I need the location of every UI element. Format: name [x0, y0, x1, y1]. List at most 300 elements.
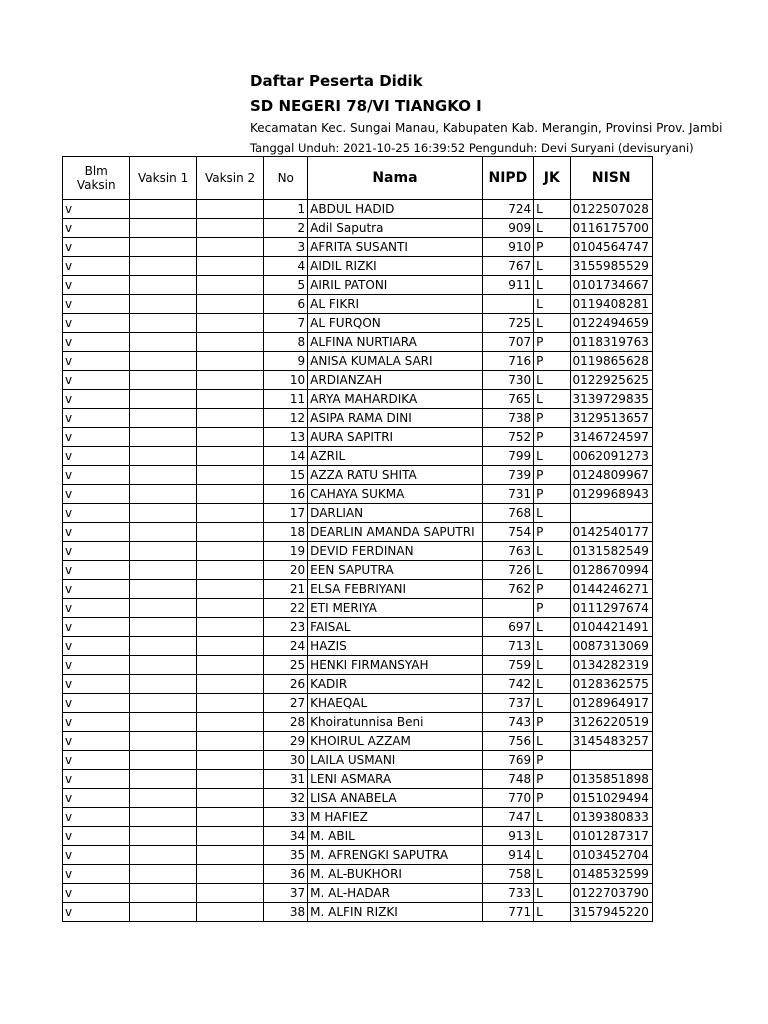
- cell-no: 11: [264, 390, 308, 409]
- cell-vaksin1: [130, 333, 196, 352]
- table-row: [63, 865, 653, 884]
- table-row: [63, 257, 653, 276]
- cell-nama: AFRITA SUSANTI: [308, 238, 483, 257]
- cell-vaksin2: [196, 523, 263, 542]
- table-row: [63, 409, 653, 428]
- cell-nama: HENKI FIRMANSYAH: [308, 656, 483, 675]
- cell-vaksin1: [130, 770, 196, 789]
- cell-nama: ARYA MAHARDIKA: [308, 390, 483, 409]
- table-row: [63, 447, 653, 466]
- cell-blm-vaksin: v: [63, 770, 130, 789]
- cell-nama: DEVID FERDINAN: [308, 542, 483, 561]
- cell-vaksin1: [130, 257, 196, 276]
- cell-nama: M. AFRENGKI SAPUTRA: [308, 846, 483, 865]
- cell-nisn: 3155985529: [570, 257, 653, 276]
- cell-vaksin2: [196, 789, 263, 808]
- cell-vaksin1: [130, 599, 196, 618]
- cell-blm-vaksin: v: [63, 561, 130, 580]
- cell-nipd: 730: [482, 371, 533, 390]
- cell-no: 32: [264, 789, 308, 808]
- cell-jk: P: [534, 580, 570, 599]
- cell-nama: DEARLIN AMANDA SAPUTRI: [308, 523, 483, 542]
- col-header-no: No: [264, 157, 308, 200]
- cell-vaksin1: [130, 523, 196, 542]
- cell-nisn: 0104564747: [570, 238, 653, 257]
- cell-nama: Adil Saputra: [308, 219, 483, 238]
- cell-vaksin2: [196, 257, 263, 276]
- cell-vaksin1: [130, 371, 196, 390]
- cell-vaksin2: [196, 238, 263, 257]
- cell-blm-vaksin: v: [63, 466, 130, 485]
- cell-nisn: 0101287317: [570, 827, 653, 846]
- table-row: [63, 903, 653, 922]
- cell-jk: L: [534, 390, 570, 409]
- cell-no: 25: [264, 656, 308, 675]
- table-row: [63, 219, 653, 238]
- cell-nama: M. AL-HADAR: [308, 884, 483, 903]
- cell-vaksin2: [196, 390, 263, 409]
- cell-blm-vaksin: v: [63, 352, 130, 371]
- cell-nama: M HAFIEZ: [308, 808, 483, 827]
- cell-nisn: 3126220519: [570, 713, 653, 732]
- cell-jk: P: [534, 428, 570, 447]
- cell-vaksin2: [196, 295, 263, 314]
- cell-vaksin1: [130, 352, 196, 371]
- cell-nisn: [570, 751, 653, 770]
- table-row: [63, 732, 653, 751]
- cell-no: 20: [264, 561, 308, 580]
- cell-nama: DARLIAN: [308, 504, 483, 523]
- cell-blm-vaksin: v: [63, 428, 130, 447]
- cell-blm-vaksin: v: [63, 903, 130, 922]
- cell-nipd: 737: [482, 694, 533, 713]
- cell-nisn: 0134282319: [570, 656, 653, 675]
- cell-blm-vaksin: v: [63, 580, 130, 599]
- cell-nisn: 0116175700: [570, 219, 653, 238]
- cell-blm-vaksin: v: [63, 295, 130, 314]
- cell-nipd: 762: [482, 580, 533, 599]
- cell-jk: P: [534, 713, 570, 732]
- cell-vaksin2: [196, 447, 263, 466]
- cell-nipd: 769: [482, 751, 533, 770]
- cell-nama: ALFINA NURTIARA: [308, 333, 483, 352]
- cell-no: 16: [264, 485, 308, 504]
- cell-nama: LENI ASMARA: [308, 770, 483, 789]
- cell-nipd: 767: [482, 257, 533, 276]
- cell-jk: L: [534, 675, 570, 694]
- cell-nama: LAILA USMANI: [308, 751, 483, 770]
- cell-vaksin2: [196, 485, 263, 504]
- cell-no: 1: [264, 200, 308, 219]
- cell-nama: M. ALFIN RIZKI: [308, 903, 483, 922]
- cell-nama: AURA SAPITRI: [308, 428, 483, 447]
- cell-nipd: 758: [482, 865, 533, 884]
- cell-nisn: 0103452704: [570, 846, 653, 865]
- cell-blm-vaksin: v: [63, 827, 130, 846]
- cell-no: 38: [264, 903, 308, 922]
- cell-nisn: 0128362575: [570, 675, 653, 694]
- cell-nipd: 713: [482, 637, 533, 656]
- cell-nipd: 724: [482, 200, 533, 219]
- cell-nisn: 0144246271: [570, 580, 653, 599]
- cell-blm-vaksin: v: [63, 865, 130, 884]
- cell-vaksin1: [130, 827, 196, 846]
- cell-nipd: 771: [482, 903, 533, 922]
- table-row: [63, 276, 653, 295]
- cell-nipd: 752: [482, 428, 533, 447]
- cell-no: 6: [264, 295, 308, 314]
- cell-vaksin1: [130, 485, 196, 504]
- cell-nisn: 0119865628: [570, 352, 653, 371]
- cell-nisn: 3145483257: [570, 732, 653, 751]
- cell-blm-vaksin: v: [63, 637, 130, 656]
- cell-vaksin2: [196, 751, 263, 770]
- cell-nisn: 3146724597: [570, 428, 653, 447]
- cell-nisn: 0111297674: [570, 599, 653, 618]
- cell-nisn: 0104421491: [570, 618, 653, 637]
- cell-no: 5: [264, 276, 308, 295]
- cell-jk: L: [534, 637, 570, 656]
- cell-vaksin1: [130, 903, 196, 922]
- cell-jk: P: [534, 333, 570, 352]
- cell-no: 17: [264, 504, 308, 523]
- cell-vaksin1: [130, 884, 196, 903]
- cell-nisn: 0142540177: [570, 523, 653, 542]
- cell-vaksin1: [130, 846, 196, 865]
- cell-jk: P: [534, 238, 570, 257]
- table-row: [63, 751, 653, 770]
- cell-nama: Khoiratunnisa Beni: [308, 713, 483, 732]
- table-row: [63, 789, 653, 808]
- cell-no: 24: [264, 637, 308, 656]
- cell-no: 4: [264, 257, 308, 276]
- cell-nama: LISA ANABELA: [308, 789, 483, 808]
- cell-no: 30: [264, 751, 308, 770]
- cell-jk: P: [534, 770, 570, 789]
- cell-jk: L: [534, 276, 570, 295]
- cell-no: 34: [264, 827, 308, 846]
- table-row: [63, 200, 653, 219]
- cell-vaksin2: [196, 656, 263, 675]
- cell-nama: HAZIS: [308, 637, 483, 656]
- table-row: [63, 884, 653, 903]
- cell-nipd: [482, 599, 533, 618]
- cell-nama: ABDUL HADID: [308, 200, 483, 219]
- cell-vaksin2: [196, 637, 263, 656]
- document-title: Daftar Peserta Didik: [250, 72, 423, 90]
- cell-nipd: 763: [482, 542, 533, 561]
- col-header-vaksin2: Vaksin 2: [196, 157, 263, 200]
- cell-no: 35: [264, 846, 308, 865]
- cell-jk: L: [534, 808, 570, 827]
- cell-nipd: 754: [482, 523, 533, 542]
- cell-vaksin2: [196, 884, 263, 903]
- table-row: [63, 238, 653, 257]
- cell-jk: P: [534, 485, 570, 504]
- cell-jk: L: [534, 865, 570, 884]
- cell-blm-vaksin: v: [63, 789, 130, 808]
- cell-nipd: 909: [482, 219, 533, 238]
- cell-vaksin1: [130, 504, 196, 523]
- cell-vaksin2: [196, 409, 263, 428]
- cell-nipd: 742: [482, 675, 533, 694]
- table-row: [63, 770, 653, 789]
- cell-blm-vaksin: v: [63, 884, 130, 903]
- cell-nisn: [570, 504, 653, 523]
- cell-vaksin2: [196, 504, 263, 523]
- cell-vaksin1: [130, 314, 196, 333]
- cell-vaksin1: [130, 200, 196, 219]
- cell-vaksin2: [196, 580, 263, 599]
- cell-vaksin2: [196, 903, 263, 922]
- cell-nipd: 725: [482, 314, 533, 333]
- cell-nama: ASIPA RAMA DINI: [308, 409, 483, 428]
- cell-no: 10: [264, 371, 308, 390]
- cell-nipd: 914: [482, 846, 533, 865]
- cell-blm-vaksin: v: [63, 618, 130, 637]
- cell-nisn: 0139380833: [570, 808, 653, 827]
- table-row: [63, 599, 653, 618]
- cell-nisn: 0122703790: [570, 884, 653, 903]
- cell-jk: L: [534, 561, 570, 580]
- col-header-vaksin1: Vaksin 1: [130, 157, 196, 200]
- cell-nama: ARDIANZAH: [308, 371, 483, 390]
- cell-vaksin2: [196, 694, 263, 713]
- cell-no: 21: [264, 580, 308, 599]
- cell-vaksin2: [196, 276, 263, 295]
- table-row: [63, 827, 653, 846]
- cell-jk: L: [534, 903, 570, 922]
- cell-blm-vaksin: v: [63, 504, 130, 523]
- cell-nisn: 0129968943: [570, 485, 653, 504]
- header-row: [63, 157, 653, 200]
- cell-no: 37: [264, 884, 308, 903]
- cell-vaksin2: [196, 314, 263, 333]
- cell-jk: P: [534, 751, 570, 770]
- cell-nama: KHOIRUL AZZAM: [308, 732, 483, 751]
- cell-vaksin2: [196, 200, 263, 219]
- cell-nipd: 799: [482, 447, 533, 466]
- cell-nipd: 768: [482, 504, 533, 523]
- cell-jk: L: [534, 884, 570, 903]
- col-header-jk: JK: [534, 157, 570, 200]
- table-row: [63, 675, 653, 694]
- cell-vaksin1: [130, 713, 196, 732]
- cell-jk: L: [534, 447, 570, 466]
- cell-nisn: 3129513657: [570, 409, 653, 428]
- cell-vaksin2: [196, 371, 263, 390]
- cell-jk: P: [534, 789, 570, 808]
- cell-vaksin1: [130, 238, 196, 257]
- cell-nipd: 913: [482, 827, 533, 846]
- cell-no: 12: [264, 409, 308, 428]
- cell-vaksin2: [196, 808, 263, 827]
- cell-vaksin1: [130, 276, 196, 295]
- table-row: [63, 656, 653, 675]
- cell-jk: L: [534, 542, 570, 561]
- cell-vaksin1: [130, 447, 196, 466]
- table-row: [63, 485, 653, 504]
- table-row: [63, 694, 653, 713]
- cell-nisn: 0119408281: [570, 295, 653, 314]
- cell-vaksin1: [130, 561, 196, 580]
- cell-nisn: 0122507028: [570, 200, 653, 219]
- cell-nama: ELSA FEBRIYANI: [308, 580, 483, 599]
- cell-no: 3: [264, 238, 308, 257]
- cell-no: 19: [264, 542, 308, 561]
- cell-nama: AIDIL RIZKI: [308, 257, 483, 276]
- cell-vaksin2: [196, 333, 263, 352]
- cell-no: 33: [264, 808, 308, 827]
- cell-vaksin1: [130, 580, 196, 599]
- school-name: SD NEGERI 78/VI TIANGKO I: [250, 97, 482, 115]
- table-row: [63, 561, 653, 580]
- cell-vaksin1: [130, 637, 196, 656]
- cell-vaksin1: [130, 675, 196, 694]
- cell-blm-vaksin: v: [63, 257, 130, 276]
- table-header: [63, 157, 653, 200]
- cell-jk: L: [534, 371, 570, 390]
- cell-jk: L: [534, 200, 570, 219]
- cell-nama: M. AL-BUKHORI: [308, 865, 483, 884]
- cell-vaksin2: [196, 675, 263, 694]
- cell-jk: P: [534, 409, 570, 428]
- cell-nama: AL FURQON: [308, 314, 483, 333]
- cell-vaksin1: [130, 694, 196, 713]
- cell-nisn: 0087313069: [570, 637, 653, 656]
- cell-jk: L: [534, 257, 570, 276]
- table-row: [63, 466, 653, 485]
- cell-no: 7: [264, 314, 308, 333]
- cell-no: 15: [264, 466, 308, 485]
- cell-nipd: 765: [482, 390, 533, 409]
- cell-jk: L: [534, 314, 570, 333]
- table-row: [63, 846, 653, 865]
- cell-blm-vaksin: v: [63, 485, 130, 504]
- cell-nama: AZZA RATU SHITA: [308, 466, 483, 485]
- table-row: [63, 352, 653, 371]
- cell-vaksin1: [130, 751, 196, 770]
- student-table: [62, 156, 653, 922]
- cell-nipd: 731: [482, 485, 533, 504]
- cell-nisn: 0124809967: [570, 466, 653, 485]
- cell-vaksin2: [196, 770, 263, 789]
- cell-nisn: 0122494659: [570, 314, 653, 333]
- table-row: [63, 542, 653, 561]
- cell-blm-vaksin: v: [63, 732, 130, 751]
- cell-vaksin2: [196, 219, 263, 238]
- cell-nama: AZRIL: [308, 447, 483, 466]
- cell-nipd: 743: [482, 713, 533, 732]
- cell-no: 23: [264, 618, 308, 637]
- cell-blm-vaksin: v: [63, 675, 130, 694]
- cell-nipd: 911: [482, 276, 533, 295]
- table-row: [63, 390, 653, 409]
- table-row: [63, 523, 653, 542]
- location-line: Kecamatan Kec. Sungai Manau, Kabupaten Kab. Merangin, Provinsi Prov. Jambi: [250, 121, 723, 135]
- cell-blm-vaksin: v: [63, 333, 130, 352]
- cell-nipd: 756: [482, 732, 533, 751]
- cell-nisn: 0118319763: [570, 333, 653, 352]
- table-row: [63, 371, 653, 390]
- table-row: [63, 428, 653, 447]
- cell-nisn: 0128964917: [570, 694, 653, 713]
- cell-jk: P: [534, 599, 570, 618]
- cell-vaksin1: [130, 295, 196, 314]
- cell-jk: P: [534, 523, 570, 542]
- cell-vaksin1: [130, 732, 196, 751]
- cell-nisn: 0135851898: [570, 770, 653, 789]
- cell-no: 22: [264, 599, 308, 618]
- cell-nama: ANISA KUMALA SARI: [308, 352, 483, 371]
- cell-jk: L: [534, 846, 570, 865]
- cell-nisn: 0131582549: [570, 542, 653, 561]
- cell-nipd: 747: [482, 808, 533, 827]
- cell-nipd: 759: [482, 656, 533, 675]
- cell-blm-vaksin: v: [63, 599, 130, 618]
- cell-nama: FAISAL: [308, 618, 483, 637]
- cell-jk: L: [534, 618, 570, 637]
- cell-jk: L: [534, 827, 570, 846]
- cell-vaksin1: [130, 618, 196, 637]
- cell-blm-vaksin: v: [63, 314, 130, 333]
- cell-blm-vaksin: v: [63, 694, 130, 713]
- cell-nipd: 748: [482, 770, 533, 789]
- cell-nama: EEN SAPUTRA: [308, 561, 483, 580]
- col-header-blm-vaksin: Blm Vaksin: [63, 157, 130, 200]
- cell-no: 8: [264, 333, 308, 352]
- cell-nama: AIRIL PATONI: [308, 276, 483, 295]
- cell-blm-vaksin: v: [63, 808, 130, 827]
- table-row: [63, 637, 653, 656]
- cell-no: 28: [264, 713, 308, 732]
- col-header-nama: Nama: [308, 157, 483, 200]
- cell-jk: L: [534, 219, 570, 238]
- table-body: [63, 200, 653, 922]
- cell-blm-vaksin: v: [63, 523, 130, 542]
- cell-vaksin1: [130, 390, 196, 409]
- cell-blm-vaksin: v: [63, 219, 130, 238]
- cell-no: 29: [264, 732, 308, 751]
- cell-nisn: 3139729835: [570, 390, 653, 409]
- cell-nisn: 0148532599: [570, 865, 653, 884]
- cell-jk: P: [534, 466, 570, 485]
- cell-vaksin2: [196, 561, 263, 580]
- cell-nama: CAHAYA SUKMA: [308, 485, 483, 504]
- cell-vaksin2: [196, 466, 263, 485]
- cell-blm-vaksin: v: [63, 751, 130, 770]
- cell-vaksin2: [196, 428, 263, 447]
- cell-vaksin2: [196, 618, 263, 637]
- cell-blm-vaksin: v: [63, 713, 130, 732]
- cell-vaksin2: [196, 865, 263, 884]
- cell-nipd: 726: [482, 561, 533, 580]
- download-info-line: Tanggal Unduh: 2021-10-25 16:39:52 Pengunduh: Devi Suryani (devisuryani): [250, 141, 694, 155]
- cell-nama: M. ABIL: [308, 827, 483, 846]
- cell-blm-vaksin: v: [63, 238, 130, 257]
- cell-vaksin1: [130, 656, 196, 675]
- cell-nama: AL FIKRI: [308, 295, 483, 314]
- cell-jk: P: [534, 352, 570, 371]
- cell-blm-vaksin: v: [63, 276, 130, 295]
- cell-vaksin1: [130, 865, 196, 884]
- col-header-nisn: NISN: [570, 157, 653, 200]
- cell-blm-vaksin: v: [63, 200, 130, 219]
- cell-blm-vaksin: v: [63, 656, 130, 675]
- cell-nipd: 716: [482, 352, 533, 371]
- cell-blm-vaksin: v: [63, 447, 130, 466]
- cell-vaksin2: [196, 599, 263, 618]
